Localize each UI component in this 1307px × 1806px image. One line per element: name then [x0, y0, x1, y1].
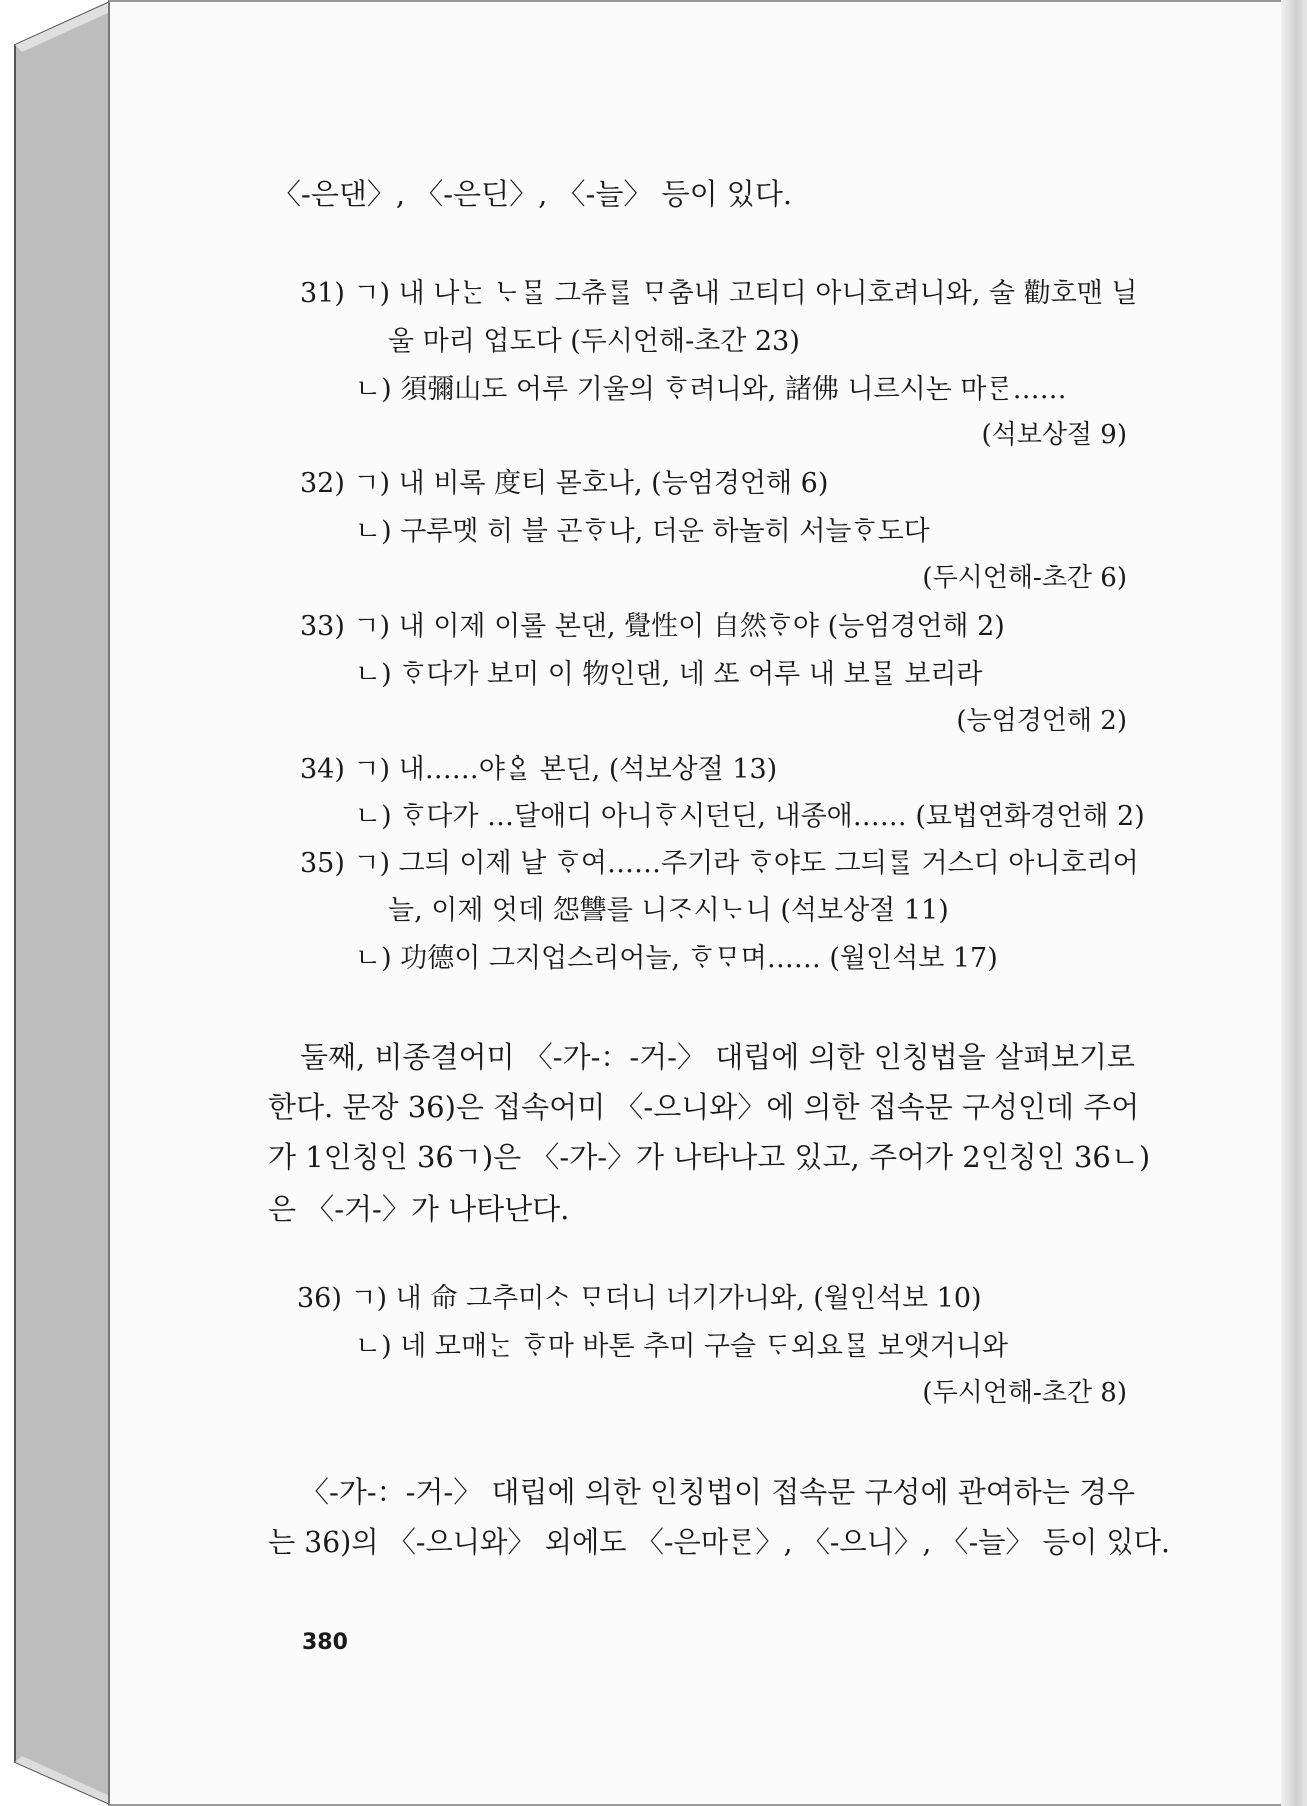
example-33b: ㄴ) ᄒᆞ다가 보미 이 物인댄, 네 ᄯᅩ 어루 내 보ᄆᆞᆯ 보리라 [355, 659, 983, 690]
para3-line2: 는 36)의 〈-으니와〉 외에도 〈-은마ᄅᆞᆫ〉, 〈-으니〉, 〈-늘〉 등이 있다. [268, 1525, 1170, 1559]
para2-line1: 둘째, 비종결어미 〈-가-：-거-〉 대립에 의한 인칭법을 살펴보기로 [300, 1040, 1136, 1074]
para2-line3: 가 1인칭인 36ㄱ)은 〈-가-〉가 나타나고 있고, 주어가 2인칭인 36ㄴ) [268, 1140, 1151, 1174]
example-36b-source: (두시언해-초간 8) [922, 1378, 1127, 1408]
example-31a-line2: 울 마리 업도다 (두시언해-초간 23) [388, 326, 800, 357]
example-31b-source: (석보상절 9) [981, 420, 1127, 450]
page-number: 380 [302, 1630, 348, 1655]
example-35b: ㄴ) 功德이 그지업스리어늘, ᄒᆞᄆᆞ며…… (월인석보 17) [355, 943, 998, 974]
example-31b: ㄴ) 須彌山도 어루 기울의 ᄒᆞ려니와, 諸佛 니르시논 마ᄅᆞᆫ…… [355, 374, 1067, 405]
example-36a: 36) ㄱ) 내 命 그추미ᄉᆞ ᄆᆞ더니 너기가니와, (월인석보 10) [297, 1283, 982, 1314]
example-33b-source: (능엄경언해 2) [956, 706, 1127, 736]
intro-line: 〈-은댄〉, 〈-은딘〉, 〈-늘〉 등이 있다. [272, 177, 793, 211]
example-32b: ㄴ) 구루멧 히 블 곤ᄒᆞ나, 더운 하놀히 서늘ᄒᆞ도다 [355, 516, 930, 547]
book-spine [0, 0, 110, 1806]
para2-line4: 은 〈-거-〉가 나타난다. [268, 1192, 570, 1226]
example-35a-line2: 늘, 이제 엇데 怨讐를 니ᄌᆞ시ᄂᆞ니 (석보상절 11) [388, 895, 949, 926]
example-34b: ㄴ) ᄒᆞ다가 …달애디 아니ᄒᆞ시던딘, 내종애…… (묘법연화경언해 2) [355, 801, 1145, 832]
example-33a: 33) ㄱ) 내 이제 이롤 본댄, 覺性이 自然ᄒᆞ야 (능엄경언해 2) [300, 611, 1005, 642]
page-edge-shadow [1281, 0, 1307, 1806]
para2-line2: 한다. 문장 36)은 접속어미 〈-으니와〉에 의한 접속문 구성인데 주어 [268, 1090, 1140, 1124]
para3-line1: 〈-가-：-거-〉 대립에 의한 인칭법이 접속문 구성에 관여하는 경우 [300, 1475, 1136, 1509]
example-32a: 32) ㄱ) 내 비록 度티 몯호나, (능엄경언해 6) [300, 468, 829, 499]
example-31a-line1: 31) ㄱ) 내 나ᄂᆞᆫ ᄂᆞᄆᆞᆯ 그츄ᄅᆞᆯ ᄆᆞ춤내 고티디 아니호려니와, 술 勸호맨 닐 [300, 278, 1138, 309]
example-36b: ㄴ) 네 모매ᄂᆞᆫ ᄒᆞ마 바톤 추미 구슬 ᄃᆞ외요ᄆᆞᆯ 보앳거니와 [355, 1331, 1008, 1362]
example-34a: 34) ㄱ) 내……야ᅌᆞᆯ 본딘, (석보상절 13) [300, 754, 778, 785]
example-35a-line1: 35) ㄱ) 그듸 이제 날 ᄒᆞ여……주기라 ᄒᆞ야도 그듸ᄅᆞᆯ 거스디 아니호리어 [300, 848, 1139, 879]
example-32b-source: (두시언해-초간 6) [922, 563, 1127, 593]
